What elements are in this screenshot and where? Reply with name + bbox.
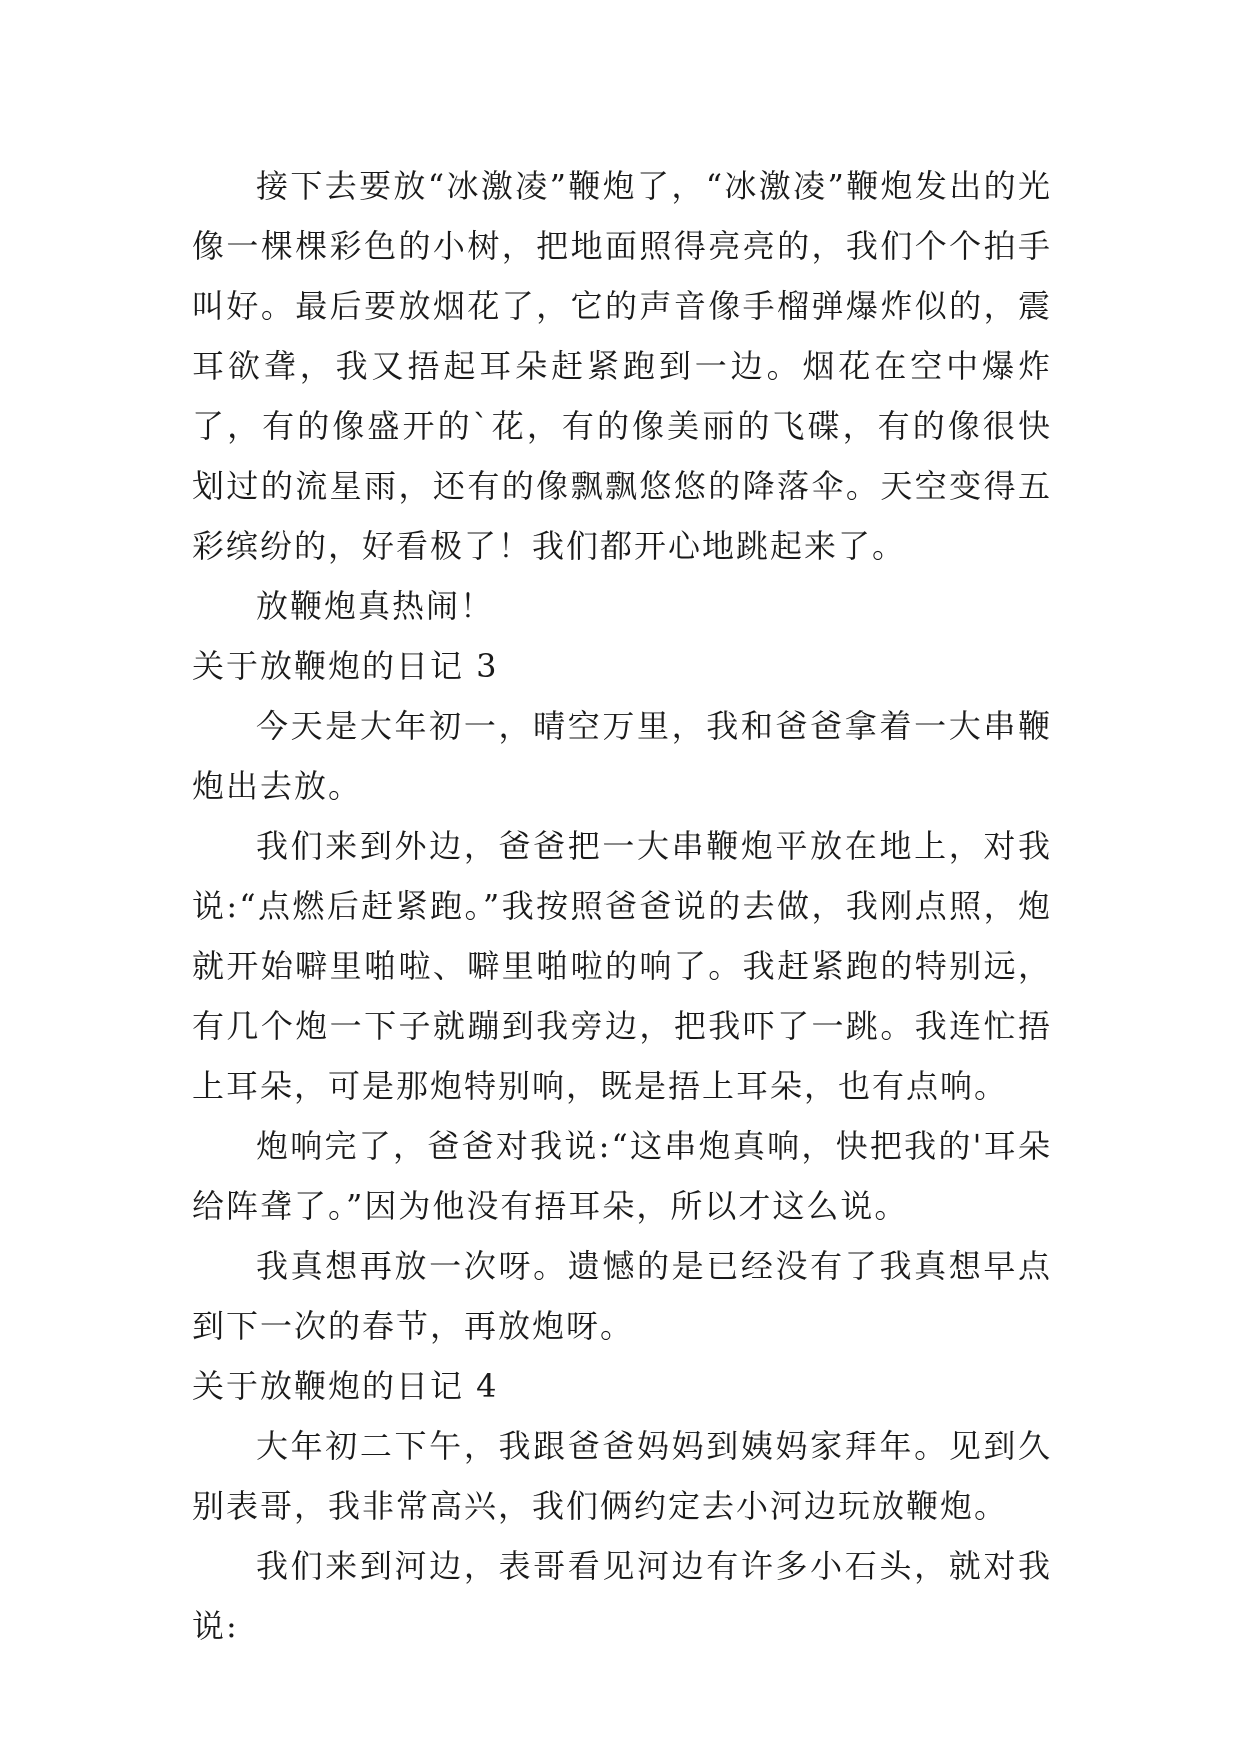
paragraph-fireworks: 接下去要放“冰激凌”鞭炮了，“冰激凌”鞭炮发出的光像一棵棵彩色的小树，把地面照得亮亮的，我们个个拍手叫好。最后要放烟花了，它的声音像手榴弹爆炸似的，震耳欲聋，我又捂起耳朵赶紧跑到一边。烟花在空中爆炸了，有的像盛开的`花，有的像美丽的飞碟，有的像很快划过的流星雨，还有的像飘飘悠悠的降落伞。天空变得五彩缤纷的，好看极了！我们都开心地跳起来了。 <box>192 167 1052 565</box>
paragraph-conclusion: 放鞭炮真热闹！ <box>256 587 495 625</box>
paragraph-riverside: 我们来到河边，表哥看见河边有许多小石头，就对我说: <box>192 1547 1052 1645</box>
section-heading-4: 关于放鞭炮的日记 4 <box>192 1367 499 1405</box>
paragraph-lighting: 我们来到外边，爸爸把一大串鞭炮平放在地上，对我说:“点燃后赶紧跑。”我按照爸爸说的去做，我刚点照，炮就开始噼里啪啦、噼里啪啦的响了。我赶紧跑的特别远，有几个炮一下子就蹦到我旁边，把我吓了一跳。我连忙捂上耳朵，可是那炮特别响，既是捂上耳朵，也有点响。 <box>192 827 1052 1105</box>
section-heading-3: 关于放鞭炮的日记 3 <box>192 647 499 685</box>
document-body <box>192 156 1052 1656</box>
paragraph-intro-4: 大年初二下午，我跟爸爸妈妈到姨妈家拜年。见到久别表哥，我非常高兴，我们俩约定去小河边玩放鞭炮。 <box>192 1427 1052 1525</box>
paragraph-dad-ears: 炮响完了，爸爸对我说:“这串炮真响，快把我的'耳朵给阵聋了。”因为他没有捂耳朵，所以才这么说。 <box>192 1127 1052 1225</box>
paragraph-intro-3: 今天是大年初一，晴空万里，我和爸爸拿着一大串鞭炮出去放。 <box>192 707 1052 805</box>
paragraph-wish: 我真想再放一次呀。遗憾的是已经没有了我真想早点到下一次的春节，再放炮呀。 <box>192 1247 1052 1345</box>
